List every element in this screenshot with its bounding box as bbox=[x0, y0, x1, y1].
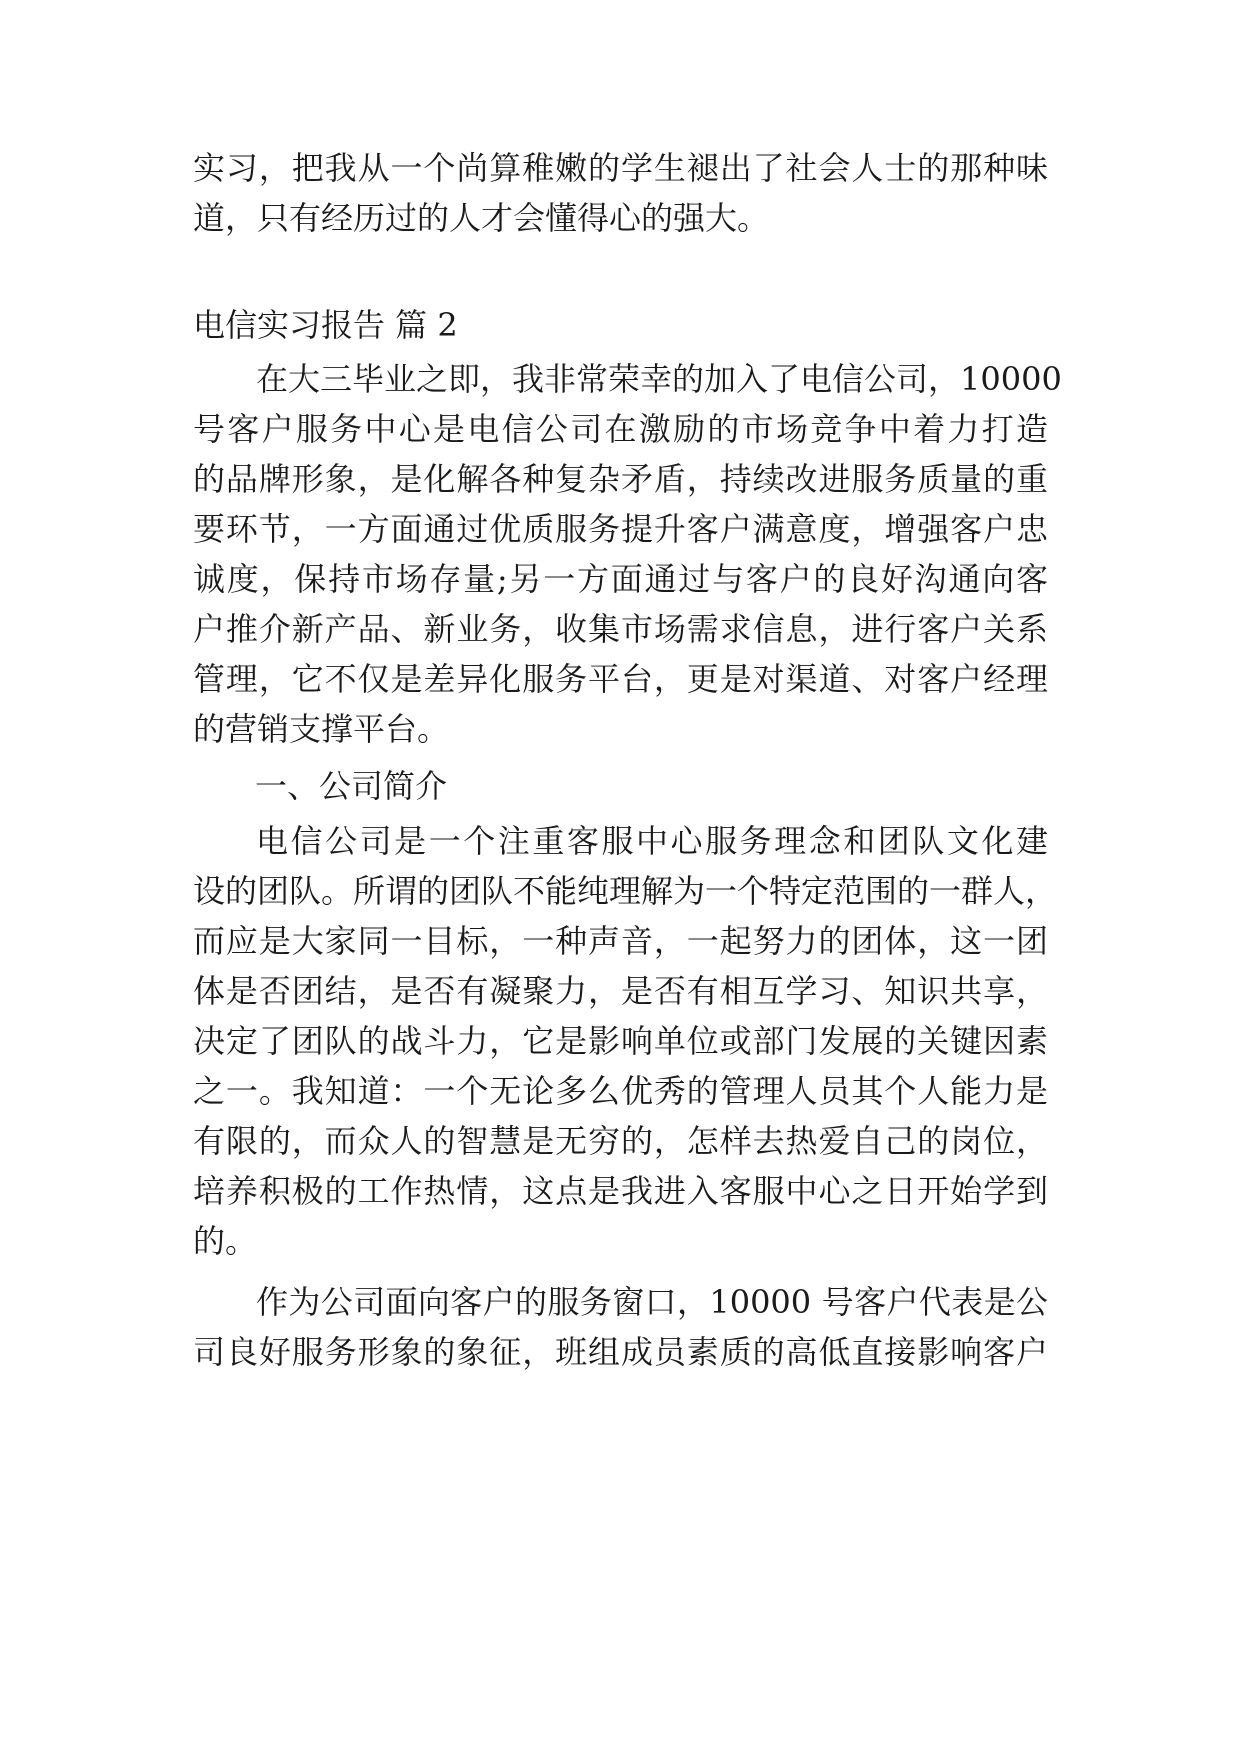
paragraph-line: 有限的，而众人的智慧是无穷的，怎样去热爱自己的岗位， bbox=[193, 1122, 1048, 1160]
paragraph-line: 体是否团结，是否有凝聚力，是否有相互学习、知识共享， bbox=[193, 972, 1048, 1010]
paragraph-line: 的营销支撑平台。 bbox=[193, 710, 450, 748]
paragraph-line: 而应是大家同一目标，一种声音，一起努力的团体，这一团 bbox=[193, 922, 1048, 960]
paragraph-line: 诚度，保持市场存量;另一方面通过与客户的良好沟通向客 bbox=[193, 560, 1048, 598]
paragraph-line: 道，只有经历过的人才会懂得心的强大。 bbox=[193, 199, 770, 237]
paragraph-line: 要环节，一方面通过优质服务提升客户满意度，增强客户忠 bbox=[193, 510, 1048, 548]
paragraph-line: 的。 bbox=[193, 1222, 258, 1260]
paragraph-line: 电信公司是一个注重客服中心服务理念和团队文化建 bbox=[256, 822, 1048, 860]
paragraph-line: 培养积极的工作热情，这点是我进入客服中心之日开始学到 bbox=[193, 1172, 1048, 1210]
paragraph-line: 实习，把我从一个尚算稚嫩的学生褪出了社会人士的那种味 bbox=[193, 149, 1048, 187]
paragraph-line: 管理，它不仅是差异化服务平台，更是对渠道、对客户经理 bbox=[193, 660, 1048, 698]
paragraph-line: 之一。我知道：一个无论多么优秀的管理人员其个人能力是 bbox=[193, 1072, 1048, 1110]
paragraph-line: 作为公司面向客户的服务窗口，10000 号客户代表是公 bbox=[256, 1283, 1048, 1321]
subheading: 一、公司简介 bbox=[255, 767, 448, 805]
paragraph-line: 号客户服务中心是电信公司在激励的市场竞争中着力打造 bbox=[193, 410, 1048, 448]
section-title: 电信实习报告 篇 2 bbox=[193, 306, 458, 344]
paragraph-line: 户推介新产品、新业务，收集市场需求信息，进行客户关系 bbox=[193, 610, 1048, 648]
paragraph-line: 司良好服务形象的象征，班组成员素质的高低直接影响客户 bbox=[193, 1333, 1048, 1371]
paragraph-line: 设的团队。所谓的团队不能纯理解为一个特定范围的一群人， bbox=[193, 872, 1058, 910]
paragraph-line: 的品牌形象，是化解各种复杂矛盾，持续改进服务质量的重 bbox=[193, 460, 1048, 498]
paragraph-line: 在大三毕业之即，我非常荣幸的加入了电信公司，10000 bbox=[256, 360, 1062, 398]
paragraph-line: 决定了团队的战斗力，它是影响单位或部门发展的关键因素 bbox=[193, 1022, 1048, 1060]
